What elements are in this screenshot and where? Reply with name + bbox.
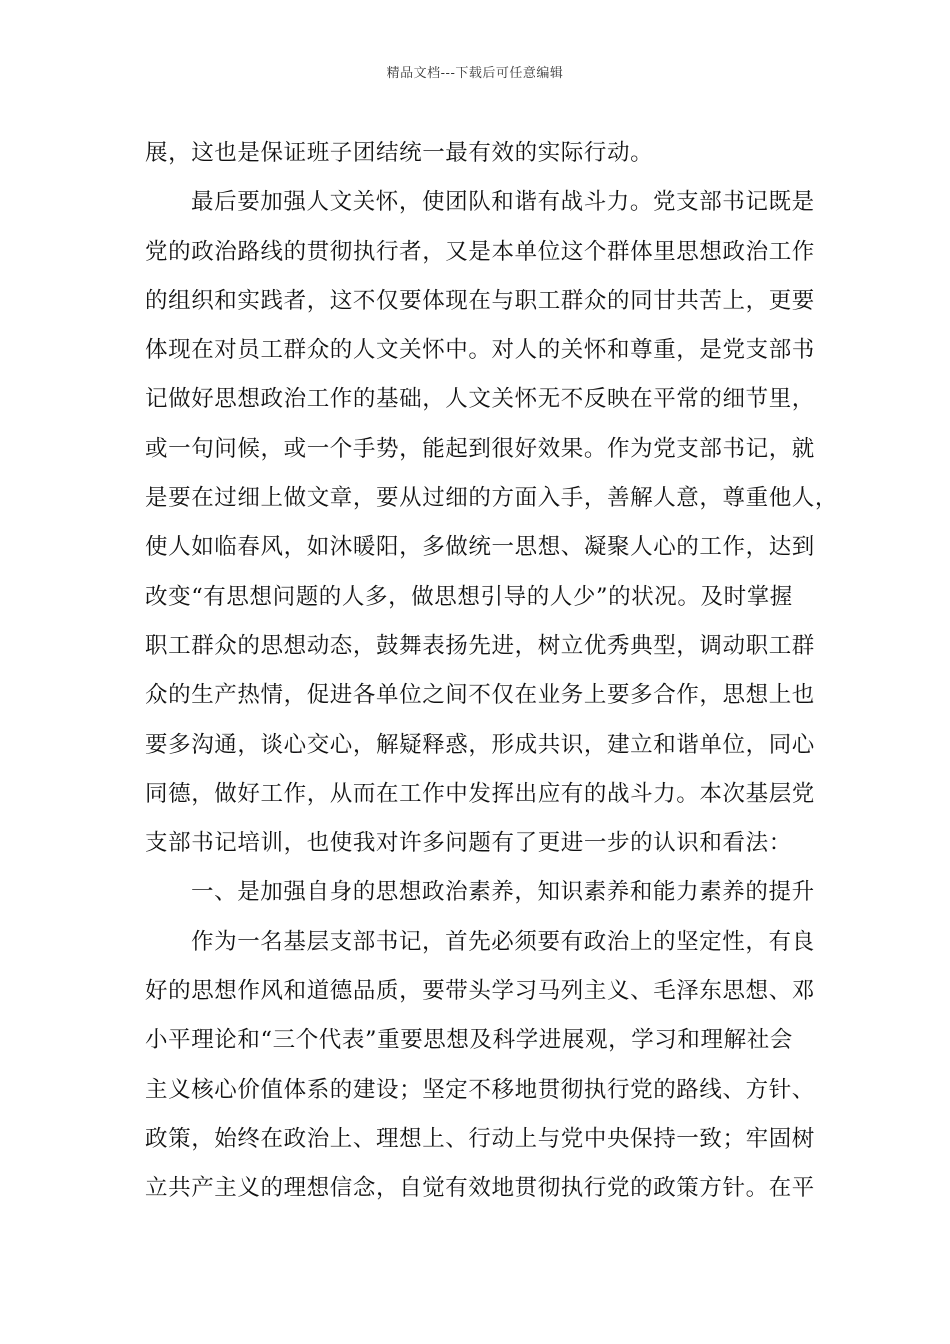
text-line: 政策，始终在政治上、理想上、行动上与党中央保持一致；牢固树 (145, 1125, 815, 1152)
text-line: 立共产主义的理想信念，自觉有效地贯彻执行党的政策方针。在平 (145, 1175, 815, 1202)
text-line: 使人如临春风，如沐暖阳，多做统一思想、凝聚人心的工作，达到 (145, 534, 815, 561)
text-line: 要多沟通，谈心交心，解疑释惑，形成共识，建立和谐单位，同心 (145, 731, 815, 758)
text-line: 支部书记培训，也使我对许多问题有了更进一步的认识和看法： (145, 830, 792, 857)
text-line: 是要在过细上做文章，要从过细的方面入手，善解人意，尊重他人， (145, 485, 839, 512)
text-line: 好的思想作风和道德品质，要带头学习马列主义、毛泽东思想、邓 (145, 978, 815, 1005)
text-line: 同德，做好工作，从而在工作中发挥出应有的战斗力。本次基层党 (145, 780, 815, 807)
text-line: 党的政治路线的贯彻执行者，又是本单位这个群体里思想政治工作 (145, 238, 815, 265)
text-line: 主义核心价值体系的建设；坚定不移地贯彻执行党的路线、方针、 (145, 1076, 815, 1103)
section-heading: 一、是加强自身的思想政治素养，知识素养和能力素养的提升 (191, 879, 815, 906)
document-body (145, 133, 845, 1218)
paragraph-start-line: 作为一名基层支部书记，首先必须要有政治上的坚定性，有良 (191, 928, 815, 955)
text-line: 众的生产热情，促进各单位之间不仅在业务上要多合作，思想上也 (145, 682, 815, 709)
text-line: 或一句问候，或一个手势，能起到很好效果。作为党支部书记，就 (145, 435, 815, 462)
text-line: 体现在对员工群众的人文关怀中。对人的关怀和尊重，是党支部书 (145, 337, 815, 364)
text-line: 小平理论和“三个代表”重要思想及科学进展观，学习和理解社会 (145, 1027, 793, 1054)
paragraph-start-line: 最后要加强人文关怀，使团队和谐有战斗力。党支部书记既是 (191, 189, 815, 216)
text-line: 的组织和实践者，这不仅要体现在与职工群众的同甘共苦上，更要 (145, 287, 815, 314)
text-line: 记做好思想政治工作的基础，人文关怀无不反映在平常的细节里， (145, 386, 815, 413)
text-line: 改变“有思想问题的人多，做思想引导的人少”的状况。及时掌握 (145, 583, 793, 610)
text-line: 职工群众的思想动态，鼓舞表扬先进，树立优秀典型，调动职工群 (145, 632, 815, 659)
page-header: 精品文档---下载后可任意编辑 (386, 66, 564, 81)
text-line: 展，这也是保证班子团结统一最有效的实际行动。 (145, 140, 654, 166)
